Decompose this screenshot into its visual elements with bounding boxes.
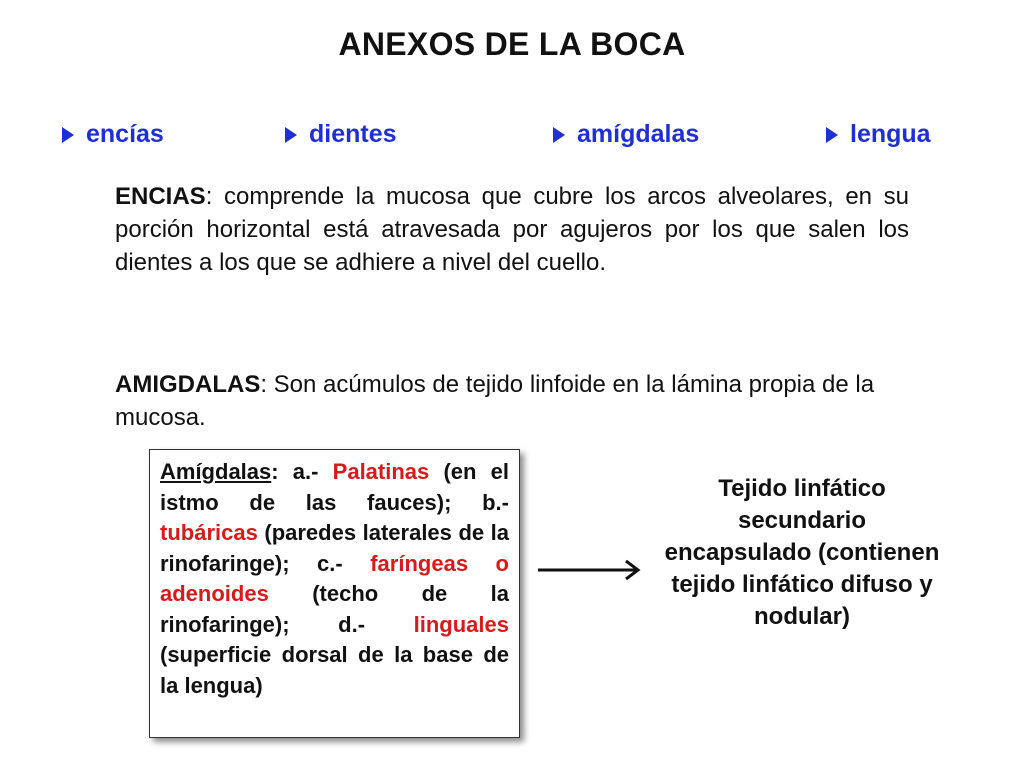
- bullet-label: encías: [86, 120, 164, 148]
- arrow-bullet-icon: [285, 127, 297, 143]
- item-c-name: faríngeas o adenoides: [160, 550, 509, 606]
- box-heading: Amígdalas: [160, 459, 272, 484]
- encias-paragraph: [115, 180, 909, 279]
- item-c-desc: (techo de la rinofaringe);: [160, 581, 509, 637]
- result-text: Tejido linfático secundario encapsulado (contienen tejido linfático difuso y nodular): [664, 475, 940, 630]
- bullet-label: lengua: [850, 120, 931, 148]
- amigdalas-types-box: [149, 449, 520, 738]
- item-a-prefix: a.-: [278, 459, 333, 484]
- item-a-name: Palatinas: [332, 459, 430, 484]
- item-b-name: tubáricas: [160, 520, 258, 545]
- box-colon: :: [271, 459, 279, 484]
- bullet-dientes: [285, 120, 397, 149]
- item-b-desc: (paredes laterales de la rinofaringe);: [160, 520, 509, 576]
- item-a-desc: (en el istmo de las fauces);: [160, 459, 509, 515]
- item-d-desc: (superficie dorsal de la base de la lengua): [160, 642, 509, 698]
- arrow-bullet-icon: [553, 127, 565, 143]
- encias-text: : comprende la mucosa que cubre los arcos alveolares, en su porción horizontal está atravesada por agujeros por los que salen los dientes a los que se adhiere a nivel del cuello.: [115, 183, 909, 276]
- item-d-name: linguales: [413, 611, 509, 637]
- encias-term: ENCIAS: [115, 183, 206, 210]
- slide-title: ANEXOS DE LA BOCA: [338, 26, 686, 62]
- amigdalas-text: : Son acúmulos de tejido linfoide en la lámina propia de la mucosa.: [115, 371, 875, 431]
- bullet-lengua: [826, 120, 931, 149]
- bullet-encias: [62, 120, 164, 149]
- right-arrow-icon: [536, 556, 646, 584]
- amigdalas-term: AMIGDALAS: [115, 371, 261, 398]
- bullet-label: amígdalas: [577, 120, 700, 148]
- arrow-bullet-icon: [826, 127, 838, 143]
- amigdalas-paragraph: [115, 368, 885, 434]
- arrow-bullet-icon: [62, 127, 74, 143]
- bullet-amigdalas: [553, 120, 699, 149]
- item-c-prefix: c.-: [289, 550, 371, 576]
- bullet-label: dientes: [309, 120, 397, 148]
- item-b-prefix: b.-: [451, 489, 509, 515]
- item-d-prefix: d.-: [289, 611, 414, 637]
